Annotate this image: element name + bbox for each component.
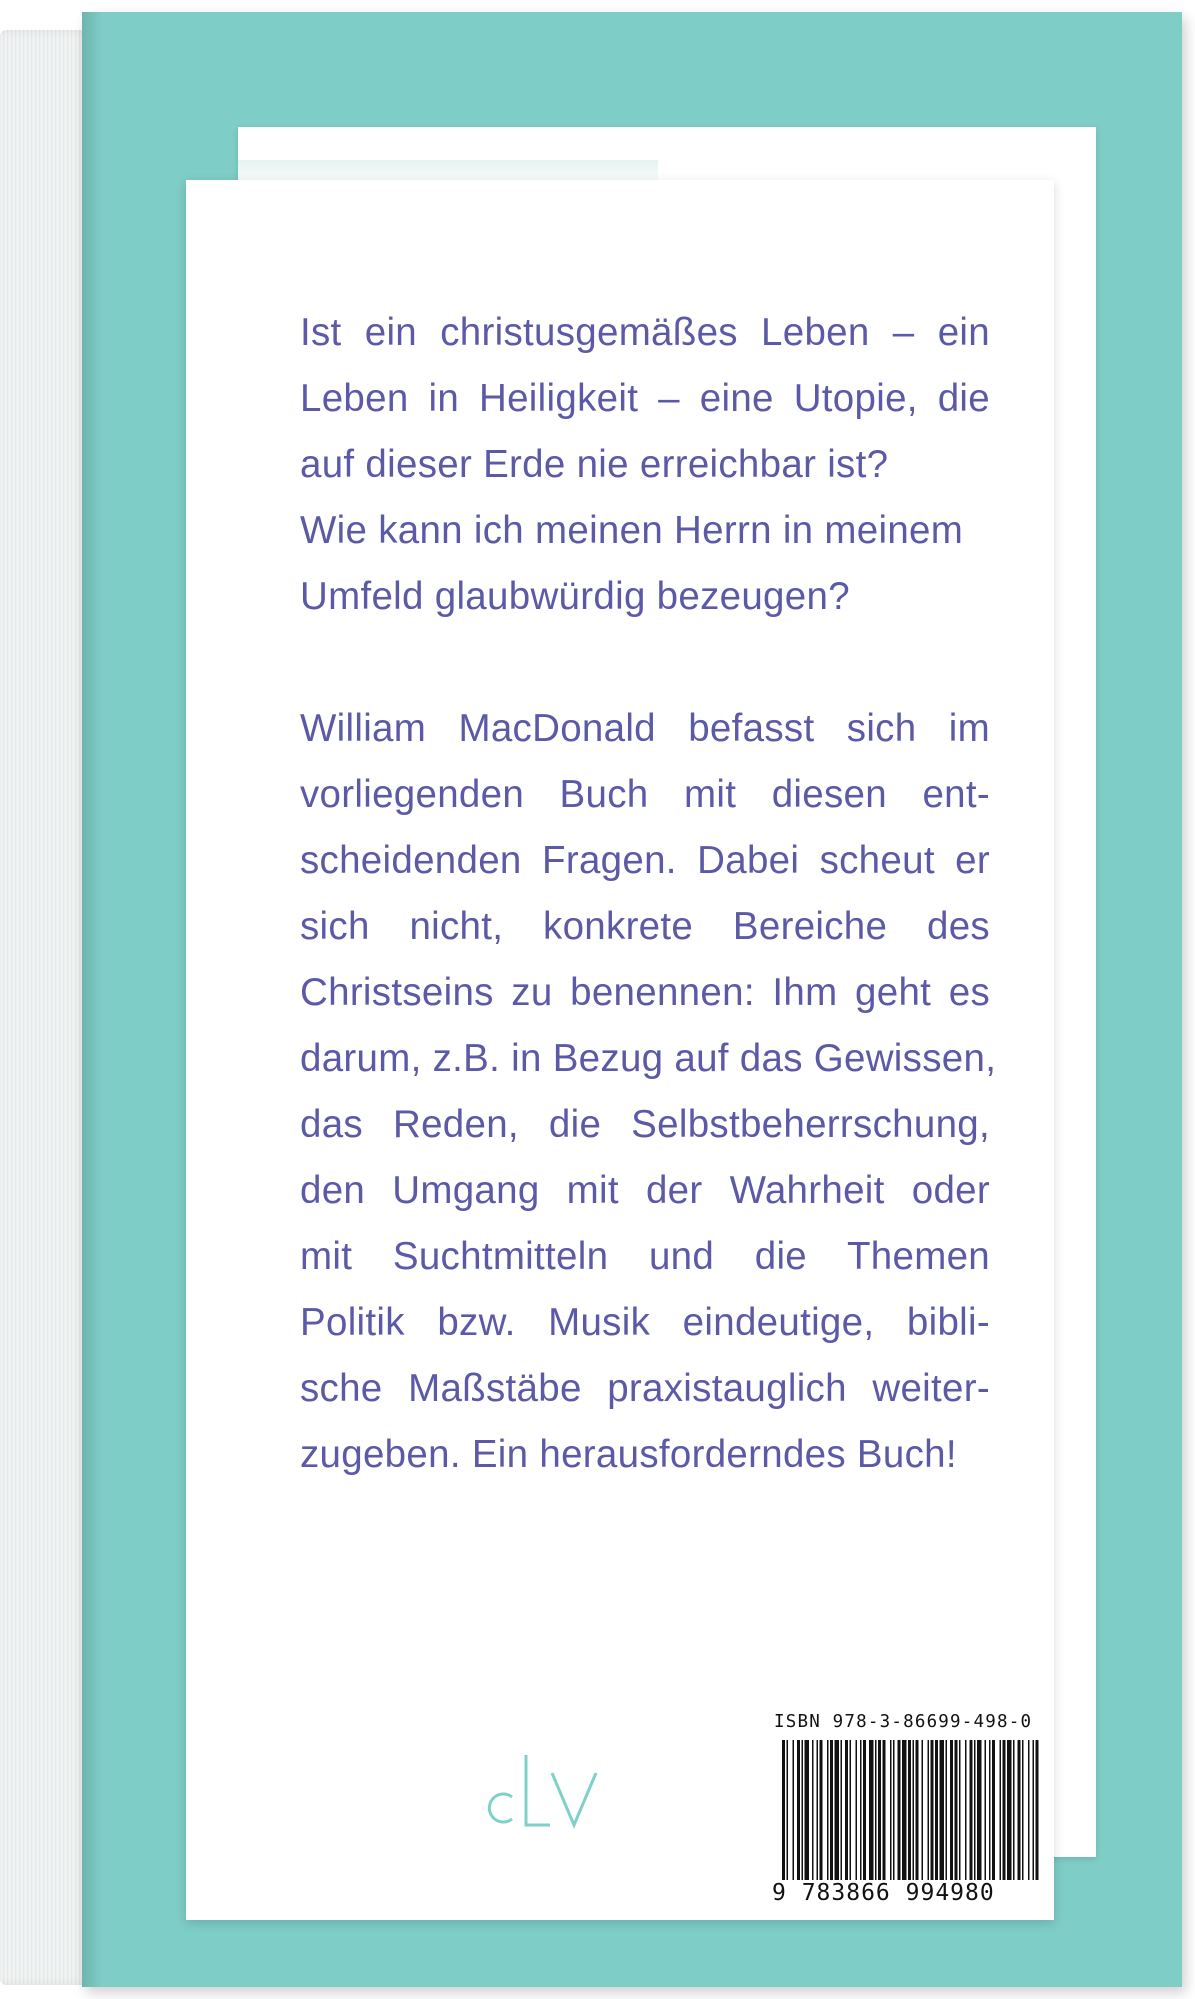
barcode-bar <box>890 1740 892 1880</box>
blurb-paragraph-2 <box>300 696 997 1488</box>
barcode-bar <box>827 1740 829 1880</box>
barcode-bar <box>850 1740 852 1880</box>
barcode-bar <box>1003 1740 1006 1880</box>
blurb-line: auf dieser Erde nie erreichbar ist? <box>300 443 889 486</box>
logo-v-shape <box>552 1773 596 1825</box>
blurb-line: Leben in Heiligkeit – eine Utopie, die <box>300 377 990 420</box>
barcode-bar <box>940 1740 945 1880</box>
barcode-bar <box>812 1740 814 1880</box>
barcode-bar <box>782 1740 785 1880</box>
barcode-bar <box>1036 1740 1039 1880</box>
blurb-line: scheidenden Fragen. Dabei scheut er <box>300 839 990 882</box>
logo-c-shape <box>489 1794 512 1822</box>
barcode-bar <box>959 1740 961 1880</box>
barcode-bar <box>878 1740 881 1880</box>
barcode-bar <box>931 1740 934 1880</box>
barcode-bar <box>1028 1740 1030 1880</box>
barcode-bar <box>1013 1740 1015 1880</box>
barcode-bar <box>908 1740 911 1880</box>
barcode-bar <box>817 1740 819 1880</box>
barcode-bar <box>955 1740 958 1880</box>
blurb-line: den Umgang mit der Wahrheit oder <box>300 1169 990 1212</box>
barcode-bar <box>787 1740 789 1880</box>
barcode-bar <box>989 1740 991 1880</box>
blurb-line: zugeben. Ein herausforderndes Buch! <box>300 1433 957 1476</box>
blurb-line: sich nicht, konkrete Bereiche des <box>300 905 990 948</box>
page-edges <box>0 30 90 1985</box>
barcode-bar <box>946 1740 948 1880</box>
blurb-line: Christseins zu benennen: Ihm geht es <box>300 971 990 1014</box>
barcode-bar <box>1033 1740 1035 1880</box>
blurb-line: Umfeld glaubwürdig bezeugen? <box>300 575 850 618</box>
barcode-bar <box>875 1740 877 1880</box>
barcode-bar <box>1000 1740 1002 1880</box>
blurb-line: das Reden, die Selbstbeherrschung, <box>300 1103 990 1146</box>
barcode-bar <box>841 1740 843 1880</box>
barcode-bar <box>820 1740 823 1880</box>
publisher-logo <box>478 1745 608 1835</box>
barcode-bar <box>935 1740 938 1880</box>
isbn-label: ISBN 978-3-86699-498-0 <box>774 1712 1033 1732</box>
barcode-bar <box>869 1740 874 1880</box>
barcode-bar <box>902 1740 907 1880</box>
blurb-line: mit Suchtmitteln und die Themen <box>300 1235 990 1278</box>
logo-l-shape <box>526 1755 550 1825</box>
barcode-bar <box>965 1740 967 1880</box>
blurb-paragraph-1 <box>300 300 990 630</box>
barcode-bar <box>893 1740 895 1880</box>
barcode-bar <box>793 1740 795 1880</box>
barcode-bar <box>1022 1740 1024 1880</box>
barcode-bar <box>985 1740 987 1880</box>
barcode-bar <box>916 1740 919 1880</box>
barcode-bar <box>922 1740 924 1880</box>
barcode-bar <box>970 1740 973 1880</box>
barcode-bar <box>974 1740 976 1880</box>
blurb-line: Wie kann ich meinen Herrn in meinem <box>300 509 964 552</box>
barcode-bar <box>860 1740 862 1880</box>
barcode-bar <box>898 1740 901 1880</box>
barcode-bar <box>830 1740 833 1880</box>
blurb-line: sche Maßstäbe praxistauglich weiter- <box>300 1367 990 1410</box>
blurb-line: vorliegenden Buch mit diesen ent- <box>300 773 990 816</box>
blurb-line: Ist ein christusgemäßes Leben – ein <box>300 311 990 354</box>
barcode-bar <box>863 1740 866 1880</box>
barcode-bar <box>992 1740 995 1880</box>
barcode-bar <box>928 1740 930 1880</box>
barcode-bar <box>977 1740 982 1880</box>
barcode-bar <box>883 1740 886 1880</box>
barcode-bar <box>805 1740 810 1880</box>
barcode-bar <box>856 1740 858 1880</box>
barcode-bar <box>913 1740 915 1880</box>
barcode-bar <box>1018 1740 1021 1880</box>
barcode-bar <box>950 1740 953 1880</box>
barcode-bar <box>835 1740 840 1880</box>
barcode-bars <box>782 1740 1040 1880</box>
barcode-bar <box>802 1740 804 1880</box>
spine-shade <box>82 12 102 1987</box>
blurb-line: William MacDonald befasst sich im <box>300 707 990 750</box>
blurb-line: Politik bzw. Musik eindeutige, bibli- <box>300 1301 990 1344</box>
barcode-bar <box>797 1740 800 1880</box>
barcode-bar <box>845 1740 848 1880</box>
blurb-line: darum, z.B. in Bezug auf das Gewissen, <box>300 1037 997 1080</box>
ean-digits: 9 783866 994980 <box>772 1880 995 1906</box>
barcode-bar <box>1007 1740 1012 1880</box>
